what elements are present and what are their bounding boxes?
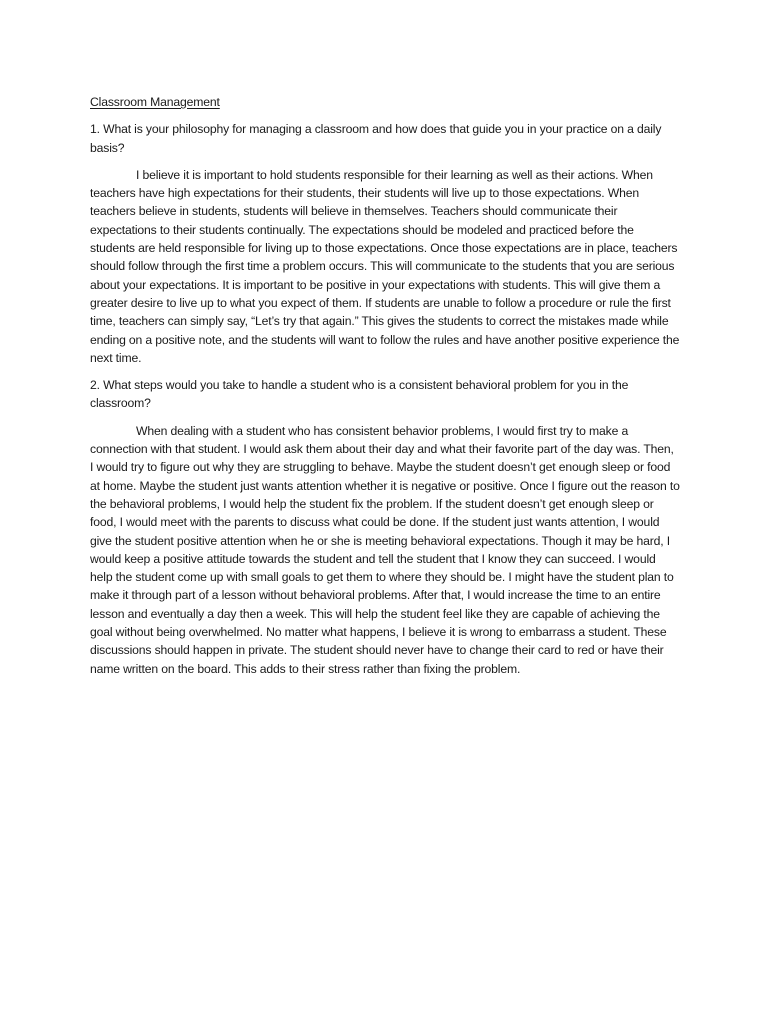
section-behavior (90, 376, 680, 678)
question-2: 2. What steps would you take to handle a student who is a consistent behavioral problem for you in the classroom? (90, 378, 629, 411)
question-1: 1. What is your philosophy for managing a classroom and how does that guide you in your practice on a daily basis? (90, 122, 662, 155)
section-philosophy (90, 120, 680, 367)
answer-2: When dealing with a student who has consistent behavior problems, I would first try to make a connection with that student. I would ask them about their day and what their favorite part of the day was. Then, I would try to figure out why they are struggling to behave. Maybe the student doesn’t get enough sleep or food at home. Maybe the student just wants attention whether it is negative or positive. Once I figure out the reason to the behavioral problems, I would help the student fix the problem. If the student doesn’t get enough sleep or food, I would meet with the parents to discuss what could be done. If the student just wants attention, I would give the student positive attention when he or she is meeting behavioral expectations. Though it may be hard, I would keep a positive attitude towards the student and tell the student that I know they can succeed. I would help the student come up with small goals to get them to where they should be. I might have the student plan to make it through part of a lesson without behavioral problems. After that, I would increase the time to an entire lesson and eventually a day then a week. This will help the student feel like they are capable of achieving the goal without being overwhelmed. No matter what happens, I believe it is wrong to embarrass a student. These discussions should happen in private. The student should never have to change their card to red or have their name written on the board. This adds to their stress rather than fixing the problem. (90, 423, 680, 676)
document-page (90, 93, 680, 678)
document-title: Classroom Management (90, 95, 220, 109)
answer-1: I believe it is important to hold students responsible for their learning as well as their actions. When teachers have high expectations for their students, their students will live up to those expectations. When teachers believe in students, students will believe in themselves. Teachers should communicate their expectations to their students continually. The expectations should be modeled and practiced before the students are held responsible for living up to those expectations. Once those expectations are in place, teachers should follow through the first time a problem occurs. This will communicate to the students that you are serious about your expectations. It is important to be positive in your expectations with students. This will give them a greater desire to live up to what you expect of them. If students are unable to follow a procedure or rule the first time, teachers can simply say, “Let’s try that again.” This gives the students to correct the mistakes made while ending on a positive note, and the students will want to follow the rules and have another positive experience the next time. (90, 167, 680, 365)
